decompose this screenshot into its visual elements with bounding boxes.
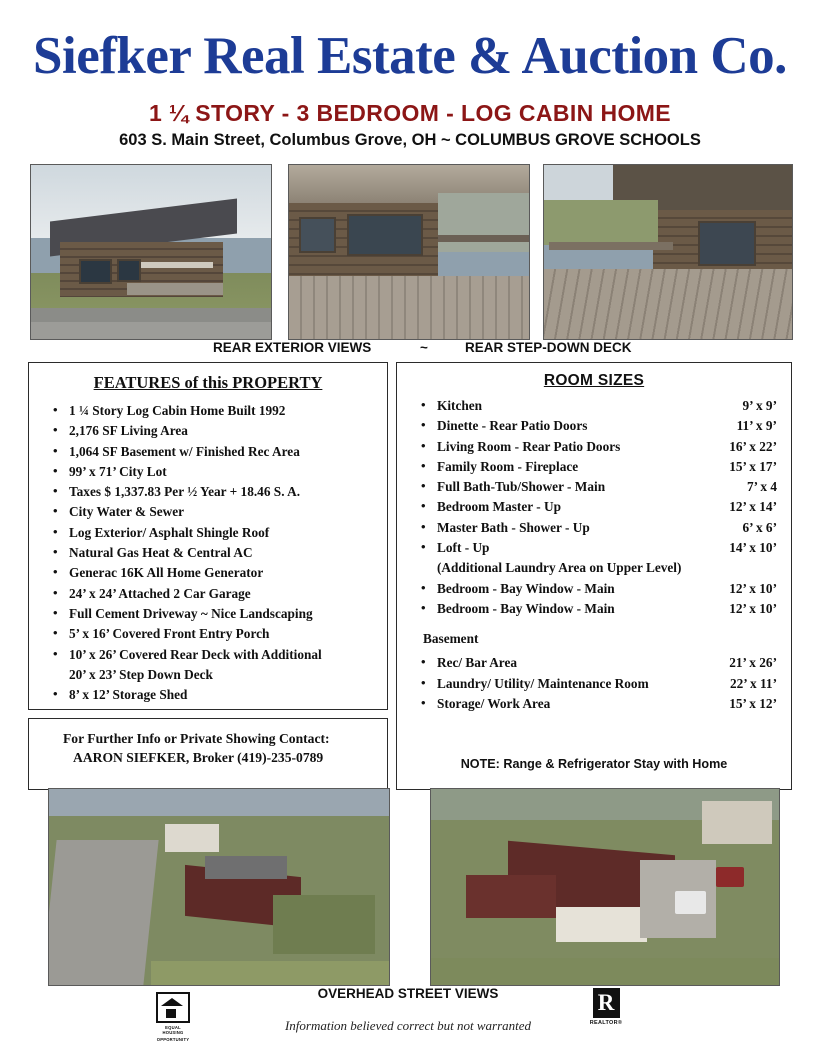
main-room-list: [397, 396, 791, 619]
feature-item: • 24’ x 24’ Attached 2 Car Garage: [55, 584, 379, 604]
room-size: 12’ x 10’: [729, 580, 777, 596]
room-note-text: (Additional Laundry Area on Upper Level): [437, 560, 682, 576]
company-title: Siefker Real Estate & Auction Co.: [33, 27, 787, 85]
room-name: • Bedroom Master - Up: [437, 499, 561, 515]
feature-item: • Log Exterior/ Asphalt Shingle Roof: [55, 523, 379, 543]
feature-item: • 5’ x 16’ Covered Front Entry Porch: [55, 624, 379, 644]
photo-overhead-street-right: [430, 788, 780, 986]
room-size: 7’ x 4: [746, 479, 777, 495]
room-size: 11’ x 9’: [736, 418, 777, 434]
caption-separator: ~: [420, 340, 428, 355]
photo-artwork: [431, 789, 779, 985]
realtor-r-mark: R: [593, 988, 620, 1018]
room-row: [423, 477, 777, 497]
photo-step-down-deck: [543, 164, 793, 340]
photo-covered-rear-deck: [288, 164, 530, 340]
property-address-line: 603 S. Main Street, Columbus Grove, OH ~ COLUMBUS GROVE SCHOOLS: [119, 131, 701, 149]
basement-heading: Basement: [423, 631, 479, 647]
realtor-label: REALTOR®: [589, 1020, 623, 1026]
eho-label-line2: OPPORTUNITY: [156, 1037, 190, 1042]
features-title: FEATURES of this PROPERTY: [93, 373, 323, 392]
feature-item: • 99’ x 71’ City Lot: [55, 462, 379, 482]
room-size: 12’ x 10’: [729, 600, 777, 616]
room-size: 12’ x 14’: [729, 499, 777, 515]
feature-item: • 2,176 SF Living Area: [55, 421, 379, 441]
feature-item: • City Water & Sewer: [55, 502, 379, 522]
room-row: [423, 579, 777, 599]
room-size: 9’ x 9’: [742, 398, 777, 413]
contact-prompt: For Further Info or Private Showing Contact:: [63, 731, 330, 746]
room-note-upper-laundry: [423, 558, 777, 578]
room-row: [423, 396, 777, 416]
contact-broker[interactable]: AARON SIEFKER, Broker (419)-235-0789: [73, 750, 324, 765]
caption-rear-exterior: REAR EXTERIOR VIEWS: [213, 340, 372, 355]
room-name: • Loft - Up: [437, 540, 490, 556]
photo-rear-exterior-left: [30, 164, 272, 340]
property-headline: 1 ¼ STORY - 3 BEDROOM - LOG CABIN HOME: [148, 100, 672, 126]
room-size: 22’ x 11’: [729, 675, 777, 691]
room-name: • Bedroom - Bay Window - Main: [437, 580, 615, 596]
room-size: [715, 558, 777, 578]
room-sizes-box: [396, 362, 792, 790]
feature-item: • Taxes $ 1,337.83 Per ½ Year + 18.46 S. A.: [55, 482, 379, 502]
features-box: [28, 362, 388, 710]
equal-housing-opportunity-icon: [155, 992, 191, 1042]
room-name: • Bedroom - Bay Window - Main: [437, 600, 615, 616]
features-list: [29, 401, 387, 705]
feature-item: • 10’ x 26’ Covered Rear Deck with Additional: [55, 645, 379, 665]
room-name: • Full Bath-Tub/Shower - Main: [437, 479, 606, 495]
room-size: 16’ x 22’: [729, 438, 777, 454]
room-row: [423, 416, 777, 436]
eho-label-line1: EQUAL HOUSING: [162, 1025, 184, 1035]
room-row: [423, 518, 777, 538]
photo-artwork: [289, 165, 529, 339]
room-sizes-title: ROOM SIZES: [543, 372, 645, 389]
room-name: • Family Room - Fireplace: [437, 458, 579, 474]
photo-artwork: [31, 165, 271, 339]
room-row: [423, 437, 777, 457]
room-row: [423, 694, 777, 714]
photo-artwork: [544, 165, 792, 339]
room-size: 14’ x 10’: [729, 540, 777, 556]
room-name: • Dinette - Rear Patio Doors: [437, 418, 588, 434]
room-name: • Storage/ Work Area: [437, 695, 551, 711]
room-row: [423, 538, 777, 558]
caption-overhead-street-views: OVERHEAD STREET VIEWS: [317, 986, 499, 1001]
basement-room-list: [397, 653, 791, 714]
room-name: • Kitchen: [437, 398, 483, 413]
feature-item: • Natural Gas Heat & Central AC: [55, 543, 379, 563]
room-row: [423, 497, 777, 517]
appliance-note: NOTE: Range & Refrigerator Stay with Home: [460, 757, 728, 771]
room-name: • Master Bath - Shower - Up: [437, 519, 590, 535]
feature-item: • 1,064 SF Basement w/ Finished Rec Area: [55, 442, 379, 462]
room-row: [423, 599, 777, 619]
feature-item: • 1 ¼ Story Log Cabin Home Built 1992: [55, 401, 379, 421]
photo-overhead-street-left: [48, 788, 390, 986]
room-name: • Living Room - Rear Patio Doors: [437, 438, 621, 454]
room-row: [423, 653, 777, 673]
room-name: • Laundry/ Utility/ Maintenance Room: [437, 675, 649, 691]
room-name: • Rec/ Bar Area: [437, 655, 518, 671]
room-size: 15’ x 12’: [729, 695, 777, 711]
feature-item-continuation: 20’ x 23’ Step Down Deck: [69, 666, 213, 682]
feature-item: • 8’ x 12’ Storage Shed: [55, 685, 379, 705]
room-row: [423, 674, 777, 694]
room-size: 21’ x 26’: [729, 655, 777, 671]
room-size: 15’ x 17’: [729, 458, 777, 474]
room-size: 6’ x 6’: [742, 519, 777, 535]
caption-step-down-deck: REAR STEP-DOWN DECK: [465, 340, 632, 355]
feature-item: • Generac 16K All Home Generator: [55, 563, 379, 583]
disclaimer-text: Information believed correct but not warranted: [284, 1018, 532, 1033]
contact-box: [28, 718, 388, 790]
feature-item: • Full Cement Driveway ~ Nice Landscaping: [55, 604, 379, 624]
room-row: [423, 457, 777, 477]
photo-artwork: [49, 789, 389, 985]
